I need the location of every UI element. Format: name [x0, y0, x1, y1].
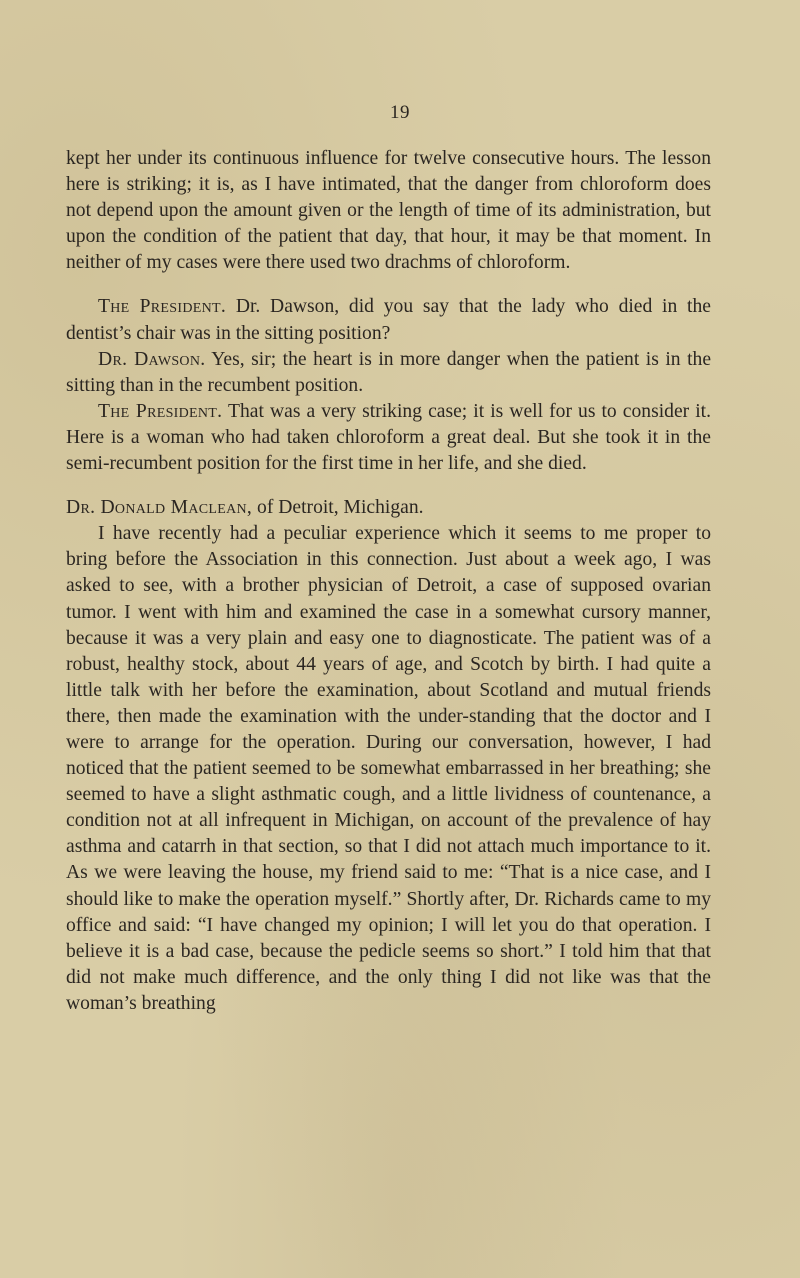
paragraph-text: kept her under its continuous influence for twelve consecutive hours. The lesson here is striking; it is, as I have intimated, that the danger from chloroform does not depend upon the amount given or the length of time of its administration, but upon the condition of the patient that day, that hour, it may be that moment. In neither of my cases were there used two drachms of chloroform. [66, 148, 711, 274]
speaker-name: The President. [98, 296, 227, 318]
paragraph-gap [66, 276, 711, 294]
paragraph-maclean-account [66, 521, 711, 1017]
speaker-name: Dr. Donald Maclean, [66, 497, 253, 519]
paragraph-president-comment [66, 399, 711, 477]
page-number: 19 [390, 102, 410, 123]
paragraph-text: Dr. Dawson, did you say that the lady who died in the dentist’s chair was in the sitting position? [66, 296, 711, 344]
paragraph-gap [66, 477, 711, 495]
paragraph-dawson-reply [66, 347, 711, 399]
body-text [66, 146, 711, 1017]
speaker-name: The President. [98, 400, 223, 422]
paragraph-text: I have recently had a peculiar experience which it seems to me proper to bring before the Association in this connection. Just about a week ago, I was asked to see, with a brother physician of Detroit, a case of supposed ovarian tumor. I went with him and examined the case in a somewhat cursory manner, because it was a very plain and easy one to diagnosticate. The patient was of a robust, healthy stock, about 44 years of age, and Scotch by birth. I had quite a little talk with her before the examination, about Scotland and mutual friends there, then made the examination with the under-standing that the doctor and I were to arrange for the operation. During our conversation, however, I had noticed that the patient seemed to be somewhat embarrassed in her breathing; she seemed to have a slight asthmatic cough, and a little lividness of countenance, a condition not at all infrequent in Michigan, on account of the prevalence of hay asthma and catarrh in that section, so that I did not attach much importance to it. As we were leaving the house, my friend said to me: “That is a nice case, and I should like to make the operation myself.” Shortly after, Dr. Richards came to my office and said: “I have changed my opinion; I will let you do that operation. I believe it is a bad case, because the pedicle seems so short.” I told him that that did not make much difference, and the only thing I did not like was that the woman’s breathing [66, 523, 711, 1014]
paragraph-text: of Detroit, Michigan. [257, 497, 424, 519]
paragraph-text: Yes, sir; the heart is in more danger when the patient is in the sitting than in the recumbent position. [66, 348, 712, 396]
paragraph-president-question [66, 294, 711, 346]
paragraph-maclean-heading [66, 495, 711, 521]
paragraph-text: That was a very striking case; it is well for us to consider it. Here is a woman who had taken chloroform a great deal. But she took it in the semi-recumbent position for the first time in her life, and she died. [66, 400, 712, 475]
speaker-name: Dr. Dawson. [98, 348, 206, 370]
paragraph-chloroform-conclusion [66, 146, 711, 276]
